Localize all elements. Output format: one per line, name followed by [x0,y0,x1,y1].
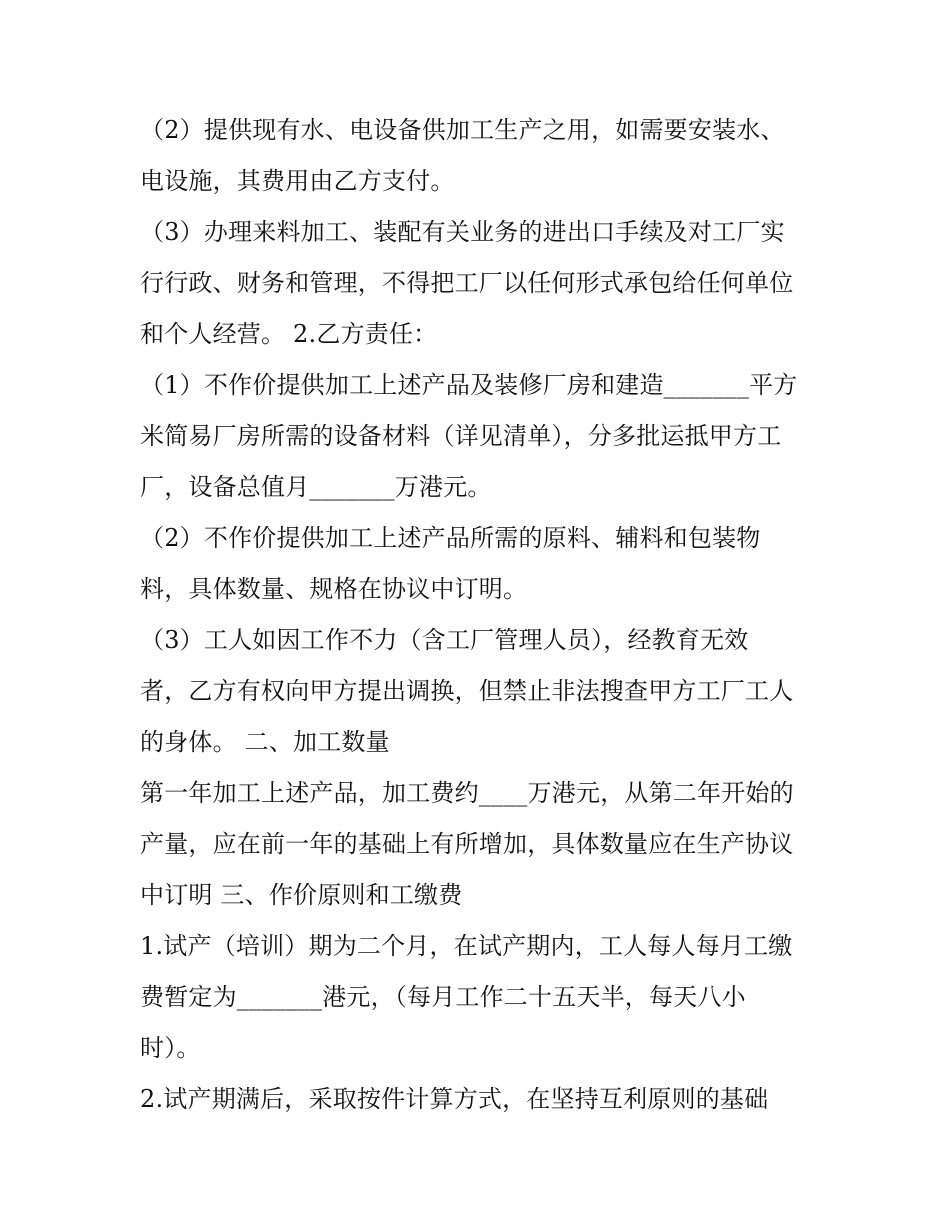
text-line: 时）。 [140,1034,201,1062]
text-line: （1）不作价提供加工上述产品及装修厂房和建造_______平方 [140,371,798,399]
text-line: 米简易厂房所需的设备材料（详见清单），分多批运抵甲方工 [140,422,782,450]
text-line: 电设施，其费用由乙方支付。 [140,167,455,195]
text-line: 第一年加工上述产品，加工费约____万港元，从第二年开始的 [140,779,794,807]
text-line: 费暂定为_______港元，（每月工作二十五天半，每天八小 [140,983,746,1011]
text-line: （3）工人如因工作不力（含工厂管理人员），经教育无效 [140,626,749,654]
text-line: 中订明 三、作价原则和工缴费 [140,881,463,909]
text-line: 和个人经营。 2.乙方责任： [140,320,438,348]
text-line: 料，具体数量、规格在协议中订明。 [140,575,528,603]
text-line: 厂，设备总值月_______万港元。 [140,473,492,501]
text-line: 产量，应在前一年的基础上有所增加，具体数量应在生产协议 [140,830,794,858]
text-line: （2）提供现有水、电设备供加工生产之用，如需要安装水、 [140,116,785,144]
text-line: （2）不作价提供加工上述产品所需的原料、辅料和包装物 [140,524,761,552]
text-line: 2.试产期满后，采取按件计算方式，在坚持互利原则的基础 [140,1085,769,1113]
text-line: （3）办理来料加工、装配有关业务的进出口手续及对工厂实 [140,218,785,246]
text-line: 1.试产（培训）期为二个月，在试产期内，工人每人每月工缴 [140,932,793,960]
text-line: 行行政、财务和管理，不得把工厂以任何形式承包给任何单位 [140,269,794,297]
text-line: 的身体。 二、加工数量 [140,728,390,756]
document-body [140,105,820,1125]
text-line: 者，乙方有权向甲方提出调换，但禁止非法搜查甲方工厂工人 [140,677,794,705]
